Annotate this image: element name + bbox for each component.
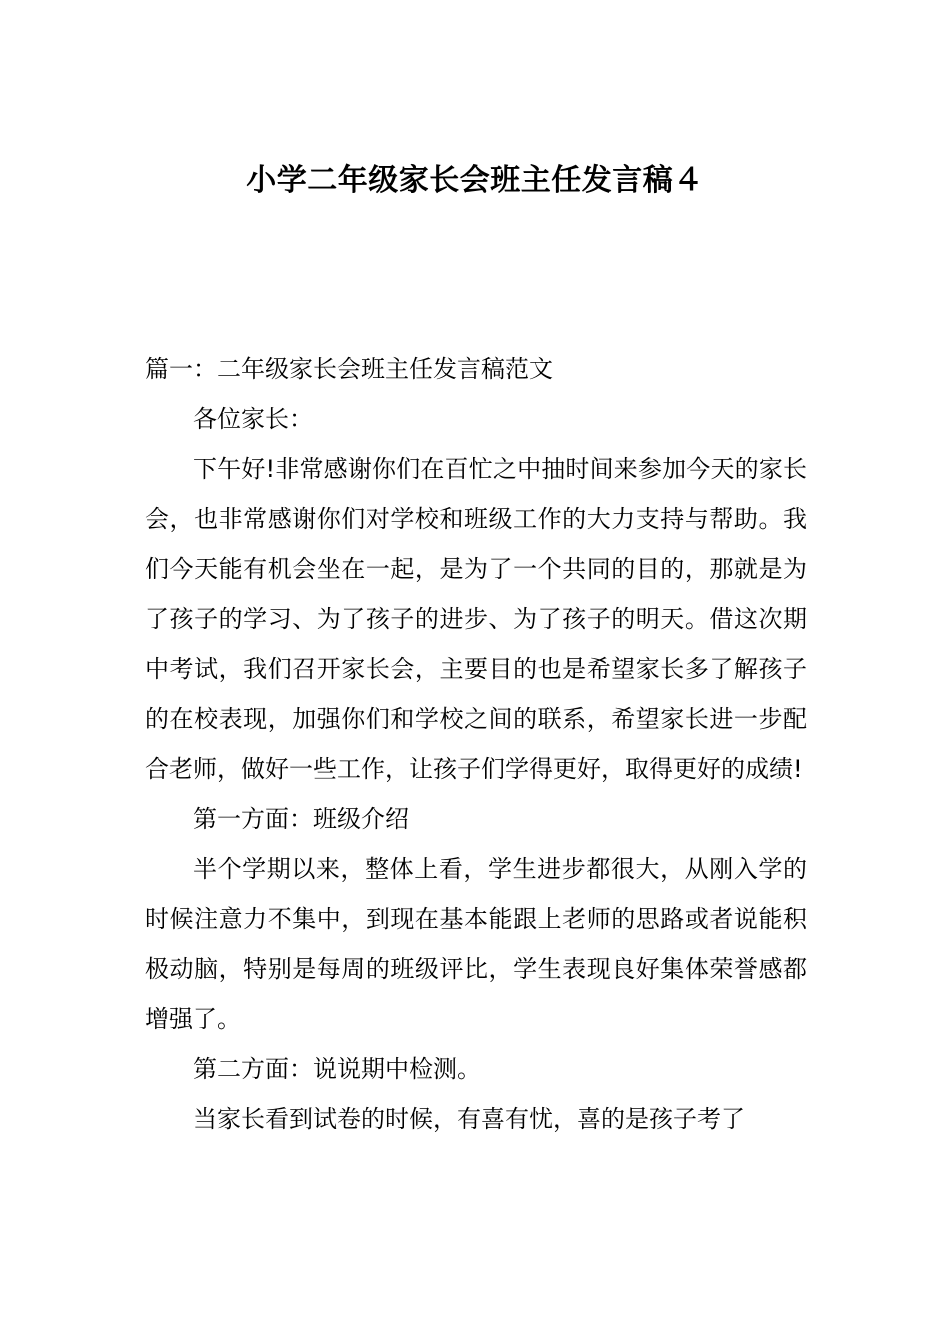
- document-title: 小学二年级家长会班主任发言稿４: [246, 163, 704, 198]
- salutation: 各位家长：: [193, 405, 313, 433]
- paragraph-midterm: 当家长看到试卷的时候，有喜有忧，喜的是孩子考了: [193, 1105, 745, 1133]
- subheading-midterm: 第二方面：说说期中检测。: [193, 1055, 481, 1083]
- section-heading: 篇一：二年级家长会班主任发言稿范文: [145, 355, 553, 383]
- document-body: [145, 344, 807, 1144]
- paragraph-class-intro: 半个学期以来，整体上看，学生进步都很大，从刚入学的时候注意力不集中，到现在基本能跟上老师的思路或者说能积极动脑，特别是每周的班级评比，学生表现良好集体荣誉感都增强了。: [145, 855, 807, 1033]
- paragraph-intro: 下午好!非常感谢你们在百忙之中抽时间来参加今天的家长会，也非常感谢你们对学校和班级工作的大力支持与帮助。我们今天能有机会坐在一起，是为了一个共同的目的，那就是为了孩子的学习、为了孩子的进步、为了孩子的明天。借这次期中考试，我们召开家长会，主要目的也是希望家长多了解孩子的在校表现，加强你们和学校之间的联系，希望家长进一步配合老师，做好一些工作，让孩子们学得更好，取得更好的成绩!: [145, 455, 807, 783]
- subheading-class-intro: 第一方面：班级介绍: [193, 805, 409, 833]
